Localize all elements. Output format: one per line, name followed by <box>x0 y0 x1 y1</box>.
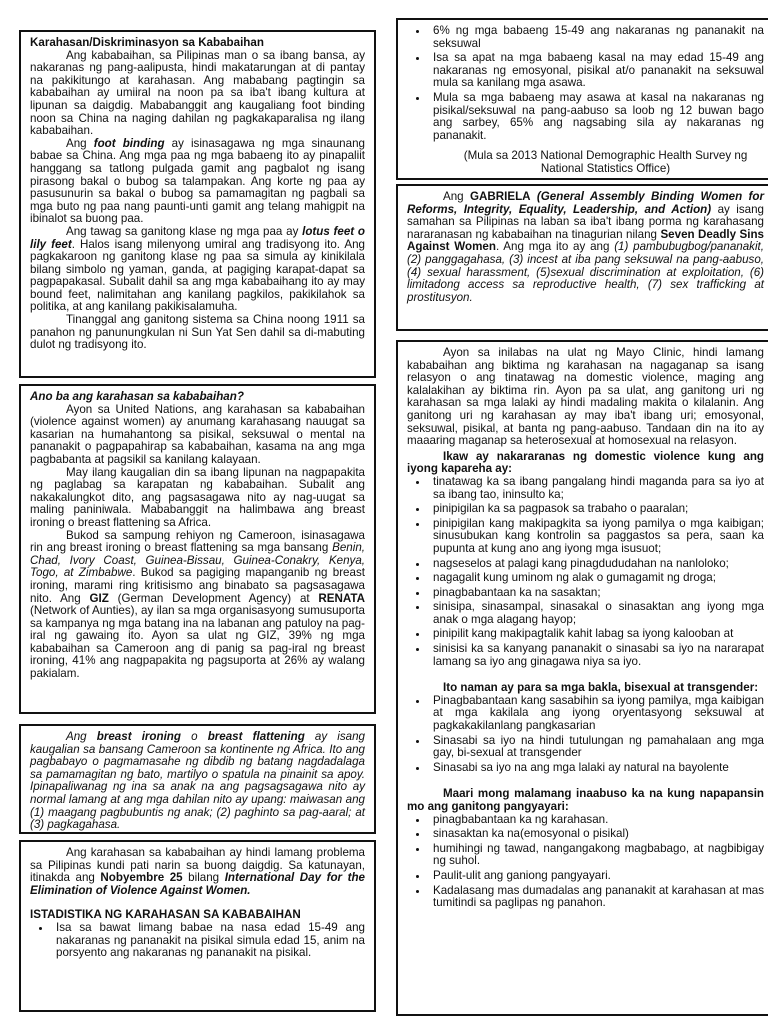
text: Ang <box>66 730 97 743</box>
list-item: • Paulit-ulit ang ganiong pangyayari. <box>429 870 764 883</box>
observance-name: International Day for the Elimination of Violence Against Women. <box>30 871 366 897</box>
org-gabriela: GABRIELA <box>470 190 531 203</box>
list-item: • nagseselos at palagi kang pinagdududahan na nanloloko; <box>429 558 764 571</box>
org-giz: GIZ <box>89 591 109 605</box>
list-item: • pinagbabantaan ka na sasaktan; <box>429 587 764 600</box>
paragraph <box>30 226 365 314</box>
section-foot-binding <box>19 30 376 378</box>
section-title: Ano ba ang karahasan sa kababaihan? <box>30 390 244 403</box>
text: Ang karahasan sa kababaihan ay hindi lamang problema sa Pilipinas kundi pati narin sa buong daigdig. Sa katunayan, itinakda ang <box>30 846 365 885</box>
date: Nobyembre 25 <box>100 871 183 885</box>
paragraph <box>30 530 365 681</box>
text: o <box>180 730 208 743</box>
org-full-name: (General Assembly Binding Women for Reforms, Integrity, Equality, Leadership, and Action) <box>407 190 764 216</box>
section-title: ISTADISTIKA NG KARAHASAN SA KABABAIHAN <box>30 908 301 922</box>
list-item: • pinipilit kang makipagtalik kahit labag sa iyong kalooban at <box>429 628 764 641</box>
list-item: • Pinagbabantaan kang sasabihin sa iyong pamilya, mga kaibigan at mga kakilala ang iyong oryentasyong seksuwal at pagkakakilanlang pangkasarian <box>429 695 764 733</box>
list-item: • Sinasabi sa iyo na ang mga lalaki ay natural na bayolente <box>429 762 764 775</box>
list-item: • Sinasabi sa iyo na hindi tutulungan ng pamahalaan ang mga gay, bi-sexual at transgender <box>429 735 764 760</box>
term-foot-binding: foot binding <box>93 136 165 150</box>
abuse-signs-list <box>407 814 764 910</box>
list-item: • tinatawag ka sa ibang pangalang hindi maganda para sa iyo at sa ibang tao, ininsulto ka; <box>429 476 764 501</box>
paragraph: Ang kababaihan, sa Pilipinas man o sa ibang bansa, ay nakaranas ng pang-aalipusta, hindi makatarungan at di pantay na pakikitungo at karahasan. Ang mababang pagtingin sa kababaihan ay umiiral na noon pa sa iba't ibang kultura at lipunan sa daigdig. Mababanggit ang kaugaliang foot binding noon sa China na naging dahilan ng pagkakaparalisa ng ilang kababaihan. <box>30 48 365 138</box>
paragraph <box>30 138 365 226</box>
list-item: • Isa sa apat na mga babaeng kasal na may edad 15-49 ang nakaranas ng emosyonal, pisikal at/o pananakit na seksuwal mula sa kanilang mga asawa. <box>429 52 764 90</box>
paragraph: Tinanggal ang ganitong sistema sa China noong 1911 sa panahon ng panunungkulan ni Sun Yat Sen dahil sa di-mabuting dulot ng tradisyong ito. <box>30 313 365 352</box>
text: Ang <box>66 136 94 150</box>
list-item: • Isa sa bawat limang babae na nasa edad 15-49 ang nakaranas ng pananakit na pisikal simula edad 15, anim na porsyento ang nakaranas ng pananakit na pisikal. <box>52 922 365 960</box>
text: . Halos isang milenyong umiral ang tradisyong ito. Ang pagkakaroon ng ganitong klase ng paa sa simula ay kinikilala bilang simbolo ng yaman, ganda, at pagiging karapat-dapat sa pagpapakasal. Subalit dahil sa ang mga kababaihang ito ay may bound feet, nalimitahan ang kanilang pagkilos, pakikilahok sa politika, at ang kanilang pakikisalamuha. <box>30 237 365 314</box>
country-list: Benin, Chad, Ivory Coast, Guinea-Bissau, Guinea-Conakry, Kenya, Togo, at Zimbabwe <box>30 541 365 580</box>
list-item: • nagagalit kung uminom ng alak o gumagamit ng droga; <box>429 572 764 585</box>
section-statistics <box>19 840 376 1012</box>
section-statistics-continued <box>396 18 768 180</box>
paragraph: May ilang kaugalian din sa ibang lipunan na nagpapakita ng paglabag sa karapatan ng kababaihan. Subalit ang nakakalungkot dito, ang pagsasagawa nito ay nag-uugat sa maling paniniwala. Mababanggit na halimbawa ang breast ironing o breast flattening sa Africa. <box>30 465 365 529</box>
seven-deadly-sins: Seven Deadly Sins Against Women <box>407 227 765 254</box>
section-heading: Maari mong malamang inaabuso ka na kung napapansin mo ang ganitong pangyayari: <box>407 787 764 813</box>
list-item: • Mula sa mga babaeng may asawa at kasal na nakaranas ng pisikal/seksuwal na pang-aabuso sa loob ng 12 buwan bago ang sarbey, 65% ang nagsabing sila ay nakaranas ng pananakit. <box>429 92 764 142</box>
section-definition <box>19 384 376 714</box>
list-item: • sinisipa, sinasampal, sinasakal o sinasaktan ang iyong mga anak o mga alagang hayop; <box>429 601 764 626</box>
statistics-list <box>407 25 764 142</box>
text: Bukod sa sampung rehiyon ng Cameroon, isinasagawa rin ang breast ironing o breast flattening sa mga bansang <box>30 528 365 555</box>
text: ay isinasagawa ng mga sinaunang babae sa China. Ang mga paa ng mga babaeng ito ay pinapaliit hanggang sa tatlong pulgada gamit ang pagbalot ng isang pirasong bakal o bubog sa talampakan. Ang korte ng paa ay pasusunurin sa bakal o bubog sa pamamagitan ng pagbali sa mga buto ng paa nang paunti-unti gamit ang telang mahigpit na ibinalot sa buong paa. <box>30 136 365 226</box>
text: bilang <box>182 871 225 885</box>
section-breast-ironing <box>19 724 376 834</box>
text: (Network of Aunties), ay ilan sa mga organisasyong sumusuporta sa kampanya ng mga batang ina na labanan ang patuloy na pag-iral ng gawaing ito. Ayon sa ulat ng GIZ, 39% ng mga kababaihan sa Cameroon ang di panig sa pag-iral ng breast ironing, 41% ang nagpapakita ng pagsuporta at 26% ay walang pakialam. <box>30 604 365 681</box>
sins-list: (1) pambubugbog/pananakit, (2) panggagahasa, (3) incest at iba pang seksuwal na pang-aabuso, (4) sexual harassment, (5)sexual discrimination at exploitation, (6) limitadong access sa reproductive health, (7) sex trafficking at prostitusyon. <box>407 240 764 304</box>
section-heading: Ikaw ay nakararanas ng domestic violence kung ang iyong kapareha ay: <box>407 449 764 476</box>
list-item: • pinipigilan ka sa pagpasok sa trabaho o paaralan; <box>429 503 764 516</box>
list-item: • 6% ng mga babaeng 15-49 ang nakaranas ng pananakit na seksuwal <box>429 25 764 50</box>
list-item: • sinasaktan ka na(emosyonal o pisikal) <box>429 828 764 841</box>
list-item: • pinagbabantaan ka ng karahasan. <box>429 814 764 827</box>
text: ay isang kaugalian sa bansang Cameroon sa kontinente ng Africa. Ito ang pagbabayo o pagmamasahe ng dibdib ng batang nagdadalaga sa pamamagitan ng bato, martilyo o spatula na pinainit sa apoy. Ipinapaliwanag ng ina sa anak na ang pagsagsagawa nito ay normal lamang at ang mga dahilan nito ay upang: maiwasan ang (1) maagang pagbubuntis ng anak; (2) paghinto sa pag-aaral; at (3) pagkagahasa. <box>30 730 365 832</box>
section-title: Karahasan/Diskriminasyon sa Kababaihan <box>30 36 264 49</box>
term-breast-flattening: breast flattening <box>207 730 305 743</box>
text: . Bukod sa pagiging mapanganib ng breast ironing, marami ring kritisismo ang binabato sa pagsasagawa nito. Ang <box>30 566 365 605</box>
lgbt-warning-list <box>407 695 764 775</box>
paragraph <box>30 731 365 832</box>
section-heading: Ito naman ay para sa mga bakla, bisexual at transgender: <box>443 681 759 695</box>
paragraph: Ayon sa inilabas na ulat ng Mayo Clinic, hindi lamang kababaihan ang biktima ng karahasan na nagaganap sa isang relasyon o ang tinatawag na domestic violence, maging ang kalalakihan ay biktima rin. Ayon pa sa ulat, ang ganitong uri ng karahasan sa mga lalaki ay hindi madaling makita o kilalanin. Ang ganitong uri ng karahasan ay may iba't ibang uri; emosyonal, seksuwal, pisikal, at banta ng pang-aabuso. Tandaan din na ito ay maaaring maganap sa heterosexual at homosexual na relasyon. <box>407 346 764 448</box>
list-item: • Kadalasang mas dumadalas ang pananakit at karahasan at mas tumitindi sa paglipas ng panahon. <box>429 885 764 910</box>
org-renata: RENATA <box>318 591 365 605</box>
paragraph: Ayon sa United Nations, ang karahasan sa kababaihan (violence against women) ay anumang karahasang nauugat sa kasarian na humahantong sa pisikal, seksuwal o mental na pananakit o pagpapahirap sa kababaihan, kasama na ang mga pagbabanta at pagsikil sa kanilang kalayaan. <box>30 402 365 466</box>
text: Ang <box>443 190 470 203</box>
paragraph <box>407 191 764 304</box>
text: ay isang samahan sa Pilipinas na laban sa iba't ibang porma ng karahasang nararanasan ng kababaihan na tinagurian nilang <box>407 202 764 241</box>
paragraph <box>30 847 365 897</box>
warning-list <box>407 476 764 668</box>
text: (German Development Agency) at <box>108 591 319 605</box>
list-item: • humihingi ng tawad, nangangakong magbabago, at nagbibigay ng suhol. <box>429 843 764 868</box>
source-citation: (Mula sa 2013 National Demographic Health Survey ng National Statistics Office) <box>463 149 748 175</box>
list-item: • sinisisi ka sa kanyang pananakit o sinasabi sa iyo na nararapat lamang sa iyo ang ginagawa niya sa iyo. <box>429 643 764 668</box>
section-domestic-violence <box>396 340 768 1016</box>
text: . Ang mga ito ay ang <box>495 240 615 254</box>
list-item: • pinipigilan kang makipagkita sa iyong pamilya o mga kaibigan; sinusubukan kang kontrolin sa paggastos sa pera, saan ka pupunta at kung ano ang iyong mga isusuot; <box>429 518 764 556</box>
term-breast-ironing: breast ironing <box>96 730 181 743</box>
text: Ang tawag sa ganitong klase ng mga paa ay <box>66 224 303 238</box>
section-gabriela <box>396 184 768 331</box>
statistics-list <box>30 922 365 960</box>
term-lotus-feet: lotus feet o lily feet <box>30 224 365 251</box>
